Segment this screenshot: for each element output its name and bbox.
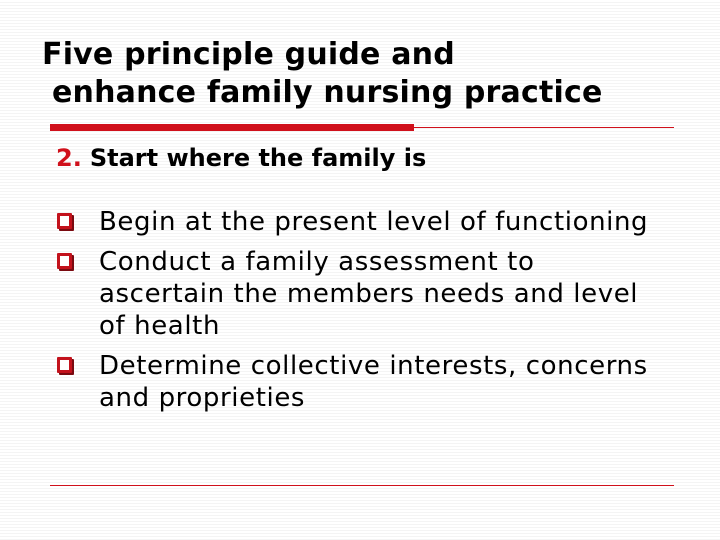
bullet-item: [56, 206, 656, 238]
bullet-text: Conduct a family assessment to ascertain the members needs and level of health: [99, 247, 639, 341]
checkbox-icon: [57, 253, 72, 269]
title-line-1: Five principle guide and: [42, 37, 455, 72]
checkbox-icon: [57, 357, 72, 373]
title-underline-thin: [414, 127, 674, 128]
bullet-item: [56, 246, 656, 342]
section-number: 2.: [56, 144, 82, 172]
slide-title: [42, 36, 603, 112]
bullet-item: [56, 350, 656, 414]
bottom-divider: [50, 485, 674, 486]
title-line-2: enhance family nursing practice: [52, 75, 603, 110]
bullet-text: Begin at the present level of functioning: [99, 207, 649, 237]
bullet-list: [56, 206, 656, 422]
section-heading: [56, 142, 426, 174]
checkbox-icon: [57, 213, 72, 229]
bullet-text: Determine collective interests, concerns and proprieties: [99, 351, 648, 413]
section-heading-text: Start where the family is: [89, 144, 427, 172]
title-underline-thick: [50, 124, 414, 131]
